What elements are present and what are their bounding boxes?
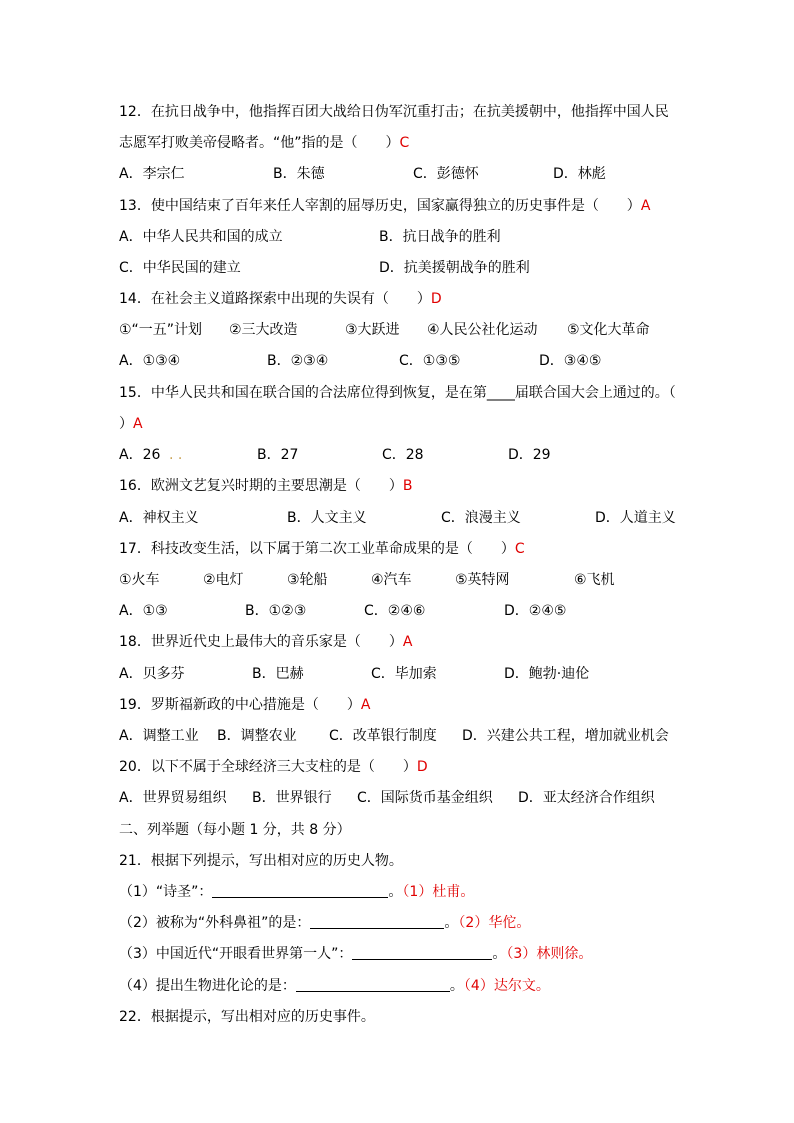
q14-item-5: ⑤文化大革命	[567, 322, 650, 338]
q13-answer: A	[640, 198, 651, 214]
q21-answer-4: （4）达尔文。	[463, 978, 550, 994]
q18-option-b: B．巴赫	[252, 666, 304, 682]
q17-item-2: ②电灯	[203, 572, 244, 588]
q16-option-d: D．人道主义	[595, 510, 676, 526]
q20-answer: D	[416, 759, 428, 775]
q21-blank-1[interactable]	[212, 883, 388, 898]
q12-option-d: D．林彪	[553, 166, 606, 182]
q15-answer: A	[133, 416, 143, 432]
q16-answer: B	[402, 478, 413, 494]
q17-stem: 17．科技改变生活，以下属于第二次工业革命成果的是（ ）C	[119, 541, 525, 557]
q14-item-2: ②三大改造	[229, 322, 298, 338]
q13-option-a: A．中华人民共和国的成立	[119, 229, 283, 245]
q13-option-c: C．中华民国的建立	[119, 260, 241, 276]
q19-answer: A	[360, 697, 371, 713]
q21-answer-3: （3）林则徐。	[506, 946, 593, 962]
q14-item-4: ④人民公社化运动	[427, 322, 538, 338]
q19-option-a: A．调整工业	[119, 728, 199, 744]
q14-item-1: ①“一五”计划	[119, 322, 203, 338]
q18-option-a: A．贝多芬	[119, 666, 185, 682]
q17-item-3: ③轮船	[287, 572, 328, 588]
q15-stray-marks: . .	[169, 447, 183, 463]
q21-blank-4[interactable]	[296, 977, 450, 992]
q18-option-d: D．鲍勃·迪伦	[504, 666, 590, 682]
q18-option-c: C．毕加索	[371, 666, 437, 682]
q13-option-b: B．抗日战争的胜利	[379, 229, 501, 245]
q17-option-d: D．②④⑤	[504, 603, 567, 619]
q14-option-b: B．②③④	[267, 353, 329, 369]
q14-stem: 14．在社会主义道路探索中出现的失误有（ ）D	[119, 291, 442, 307]
q17-item-6: ⑥飞机	[574, 572, 615, 588]
q21-item-4: （4）提出生物进化论的是： 。（4）达尔文。	[119, 978, 550, 994]
q21-stem: 21．根据下列提示，写出相对应的历史人物。	[119, 853, 403, 869]
q21-answer-1: （1）杜甫。	[402, 884, 475, 900]
q17-item-5: ⑤英特网	[455, 572, 510, 588]
q18-answer: A	[402, 634, 413, 650]
q20-option-d: D．亚太经济合作组织	[518, 790, 655, 806]
q17-item-4: ④汽车	[371, 572, 412, 588]
q14-option-d: D．③④⑤	[539, 353, 602, 369]
q21-answer-2: （2）华佗。	[458, 915, 531, 931]
q21-item-3: （3）中国近代“开眼看世界第一人”： 。（3）林则徐。	[119, 946, 593, 962]
q14-option-a: A．①③④	[119, 353, 181, 369]
q21-blank-2[interactable]	[310, 914, 444, 929]
q20-option-b: B．世界银行	[252, 790, 332, 806]
q12-stem-line2: 志愿军打败美帝侵略者。“他”指的是（ ）C	[119, 135, 410, 151]
q20-option-c: C．国际货币基金组织	[357, 790, 493, 806]
q12-option-c: C．彭德怀	[413, 166, 479, 182]
q15-option-c: C．28	[382, 447, 424, 463]
q14-answer: D	[430, 291, 442, 307]
q19-option-c: C．改革银行制度	[329, 728, 437, 744]
q16-option-c: C．浪漫主义	[441, 510, 521, 526]
q19-option-b: B．调整农业	[217, 728, 297, 744]
q18-stem: 18．世界近代史上最伟大的音乐家是（ ）A	[119, 634, 413, 650]
q12-answer: C	[399, 135, 410, 151]
q21-blank-3[interactable]	[352, 945, 492, 960]
q17-item-1: ①火车	[119, 572, 160, 588]
q15-option-d: D．29	[508, 447, 551, 463]
q16-option-a: A．神权主义	[119, 510, 199, 526]
section2-heading: 二、列举题（每小题 1 分，共 8 分）	[119, 822, 351, 838]
q12-stem-line1: 12．在抗日战争中，他指挥百团大战给日伪军沉重打击；在抗美援朝中，他指挥中国人民	[119, 104, 669, 120]
q15-option-b: B．27	[257, 447, 299, 463]
q17-answer: C	[514, 541, 525, 557]
q20-option-a: A．世界贸易组织	[119, 790, 227, 806]
q20-stem: 20．以下不属于全球经济三大支柱的是（ ）D	[119, 759, 428, 775]
q21-item-1: （1）“诗圣”： 。（1）杜甫。	[119, 884, 475, 900]
q17-option-a: A．①③	[119, 603, 168, 619]
q15-stem-line1: 15．中华人民共和国在联合国的合法席位得到恢复，是在第____届联合国大会上通过的。（	[119, 385, 676, 401]
q19-option-d: D．兴建公共工程，增加就业机会	[462, 728, 669, 744]
q13-option-d: D．抗美援朝战争的胜利	[379, 260, 530, 276]
q14-option-c: C．①③⑤	[399, 353, 461, 369]
q16-option-b: B．人文主义	[287, 510, 367, 526]
q12-option-a: A．李宗仁	[119, 166, 185, 182]
q15-stem-line2: ）A	[119, 416, 143, 432]
q17-option-c: C．②④⑥	[364, 603, 426, 619]
q19-stem: 19．罗斯福新政的中心措施是（ ）A	[119, 697, 371, 713]
q16-stem: 16．欧洲文艺复兴时期的主要思潮是（ ）B	[119, 478, 413, 494]
q17-option-b: B．①②③	[245, 603, 307, 619]
q13-stem: 13．使中国结束了百年来任人宰割的屈辱历史，国家赢得独立的历史事件是（ ）A	[119, 198, 651, 214]
q22-stem: 22．根据提示，写出相对应的历史事件。	[119, 1009, 375, 1025]
q14-item-3: ③大跃进	[345, 322, 400, 338]
q15-option-a: A．26	[119, 447, 161, 463]
q12-option-b: B．朱德	[273, 166, 325, 182]
q21-item-2: （2）被称为“外科鼻祖”的是： 。（2）华佗。	[119, 915, 531, 931]
